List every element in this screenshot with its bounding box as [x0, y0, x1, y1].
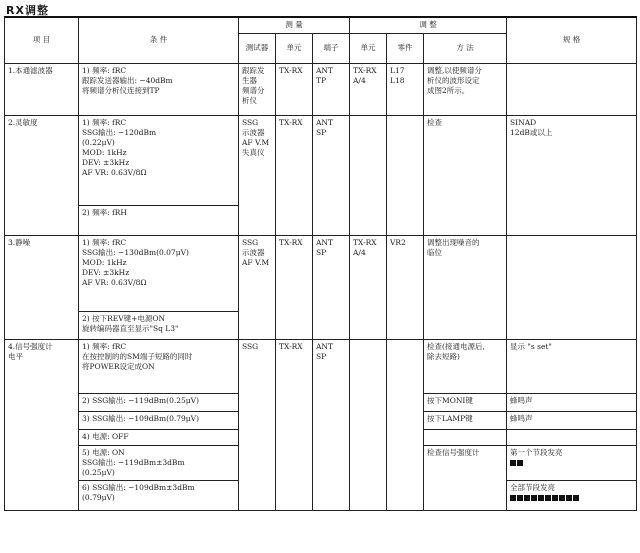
row4-condition-3: 3) SSG输出: −109dBm(0.79μV)	[79, 411, 239, 429]
row4-condition-2: 2) SSG输出: −119dBm(0.25μV)	[79, 393, 239, 411]
row4-spec-5-cell	[507, 445, 637, 480]
row2-condition-2: 2) 频率: fRH	[79, 205, 239, 235]
row1-item: 1.本通滤波器	[5, 63, 79, 115]
row4-condition-6: 6) SSG输出: −109dBm±3dBm (0.79μV)	[79, 480, 239, 510]
header-spec: 规 格	[507, 17, 637, 63]
row4-method-2: 按下MONI键	[424, 393, 507, 411]
row4-condition-5: 5) 电源: ON SSG输出: −119dBm±3dBm (0.25μV)	[79, 445, 239, 480]
segment-icon	[566, 495, 572, 501]
header-part: 零件	[387, 33, 424, 63]
row4-spec-3: 蜂鸣声	[507, 411, 637, 429]
row4-spec-6-cell	[507, 480, 637, 510]
row4-method-3: 按下LAMP键	[424, 411, 507, 429]
segment-icon	[510, 460, 516, 466]
segment-icon	[573, 495, 579, 501]
header-measure: 测 量	[239, 17, 350, 33]
row3-measure-unit: TX-RX	[276, 235, 313, 339]
header-condition: 条 件	[79, 17, 239, 63]
header-measure-unit: 单元	[276, 33, 313, 63]
row4-condition-1: 1) 频率: fRC 在按控制的的SM端子短路的同时 将POWER设定成ON	[79, 339, 239, 393]
row4-instrument: SSG	[239, 339, 276, 510]
row1-method: 调整,以使频谱分 析仪的波形设定 成图2所示。	[424, 63, 507, 115]
segment-icon	[517, 495, 523, 501]
row2-method: 检查	[424, 115, 507, 235]
row2-instrument: SSG 示波器 AF V.M 失真仪	[239, 115, 276, 235]
table-row	[5, 235, 637, 311]
segment-icon	[559, 495, 565, 501]
row4-part	[387, 339, 424, 510]
segment-icon	[545, 495, 551, 501]
header-instrument: 测试器	[239, 33, 276, 63]
row3-condition: 1) 频率: fRC SSG输出: −130dBm(0.07μV) MOD: 1kHz DEV: ±3kHz AF VR: 0.63V/8Ω	[79, 235, 239, 311]
segment-icon	[538, 495, 544, 501]
header-adjust-unit: 单元	[350, 33, 387, 63]
row4-spec-6: 全部节段发亮	[510, 482, 556, 492]
row3-item: 3.静噪	[5, 235, 79, 339]
row2-condition: 1) 频率: fRC SSG输出: −120dBm (0.22μV) MOD: 1kHz DEV: ±3kHz AF VR: 0.63V/8Ω	[79, 115, 239, 205]
row4-measure-unit: TX-RX	[276, 339, 313, 510]
row1-terminal: ANT TP	[313, 63, 350, 115]
row4-spec-1: 显示 "s set"	[507, 339, 637, 393]
segment-icon	[531, 495, 537, 501]
row2-adjust-unit	[350, 115, 387, 235]
adjustment-table-container	[4, 16, 636, 551]
row3-spec	[507, 235, 637, 339]
header-terminal: 端子	[313, 33, 350, 63]
row4-method-5: 检查信号强度计	[424, 445, 507, 510]
adjustment-table	[4, 16, 637, 511]
table-row	[5, 63, 637, 115]
row4-spec-4	[507, 429, 637, 445]
row4-method-1: 检查(接通电源后, 除去短路)	[424, 339, 507, 393]
row2-item: 2.灵敏度	[5, 115, 79, 235]
row1-measure-unit: TX-RX	[276, 63, 313, 115]
row1-part: L17 L18	[387, 63, 424, 115]
row4-method-4	[424, 429, 507, 445]
row4-adjust-unit	[350, 339, 387, 510]
table-row	[5, 339, 637, 393]
row3-terminal: ANT SP	[313, 235, 350, 339]
header-adjust: 调 整	[350, 17, 507, 33]
row4-terminal: ANT SP	[313, 339, 350, 510]
row2-part	[387, 115, 424, 235]
row2-measure-unit: TX-RX	[276, 115, 313, 235]
row2-terminal: ANT SP	[313, 115, 350, 235]
row1-adjust-unit: TX-RX A/4	[350, 63, 387, 115]
row1-condition: 1) 频率: fRC 跟踪发送器输出: −40dBm 将频谱分析仪连接到TP	[79, 63, 239, 115]
row1-spec	[507, 63, 637, 115]
table-row	[5, 115, 637, 205]
row2-spec: SINAD 12dB或以上	[507, 115, 637, 235]
row3-method: 调整出现噪音的 临位	[424, 235, 507, 339]
segment-icon	[552, 495, 558, 501]
page-title: RX调整	[6, 4, 49, 17]
row1-instrument: 跟踪发 生器 频谱分 析仪	[239, 63, 276, 115]
row3-condition-2: 2) 按下REV键+电源ON 旋转编码器直至显示"Sq L3"	[79, 311, 239, 339]
row3-instrument: SSG 示波器 AF V.M	[239, 235, 276, 339]
row4-spec-2: 蜂鸣声	[507, 393, 637, 411]
segment-icon	[517, 460, 523, 466]
segment-icon	[510, 495, 516, 501]
header-method: 方 法	[424, 33, 507, 63]
row3-part: VR2	[387, 235, 424, 339]
segment-icon	[524, 495, 530, 501]
row4-item: 4.信号强度计 电平	[5, 339, 79, 510]
row3-adjust-unit: TX-RX A/4	[350, 235, 387, 339]
row4-spec-5: 第一个节段发亮	[510, 447, 563, 457]
row4-condition-4: 4) 电源: OFF	[79, 429, 239, 445]
header-item: 项 目	[5, 17, 79, 63]
